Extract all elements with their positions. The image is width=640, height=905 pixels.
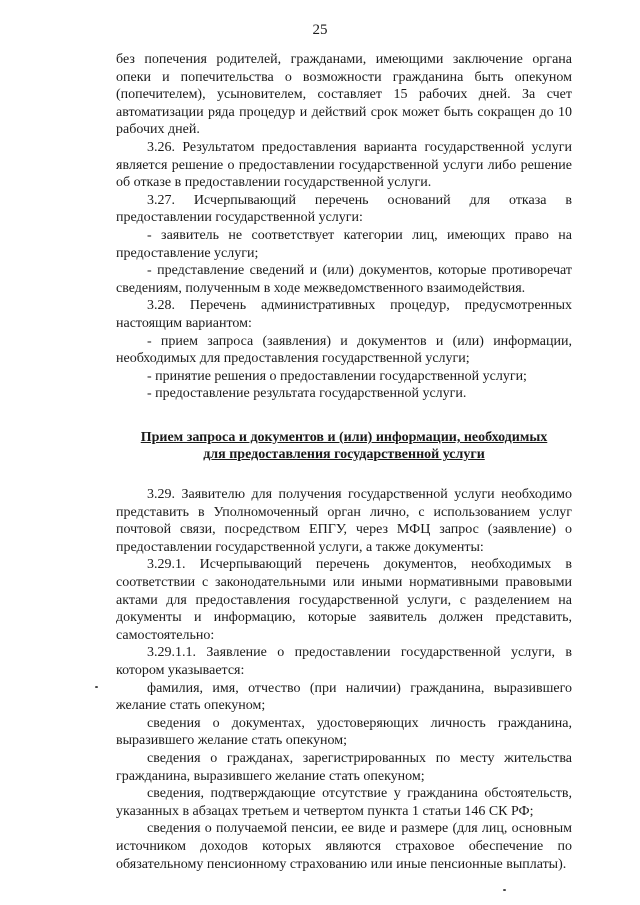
paragraph: 3.29.1. Исчерпывающий перечень документов, необходимых в соответствии с законодательными или иными нормативными правовыми актами для предоставления государственной услуги, с разделением на документы и информацию, которые заявитель должен представить, самостоятельно: [116,557,572,643]
list-item: сведения о получаемой пенсии, ее виде и размере (для лиц, основным источником доходов которых являются страховое обеспечение по обязательному пенсионному страхованию или иные пенсионные выплаты). [116,821,572,872]
scan-dot-mark [503,889,506,891]
section-heading [116,429,572,464]
document-body [116,51,572,873]
list-item: сведения о документах, удостоверяющих личность гражданина, выразившего желание стать опекуном; [116,715,572,749]
list-item: - прием запроса (заявления) и документов и (или) информации, необходимых для предоставления государственной услуги; [116,333,572,367]
list-item: - представление сведений и (или) документов, которые противоречат сведениям, полученным в ходе межведомственного взаимодействия. [116,263,572,296]
page-number: 25 [312,22,328,38]
list-item: - заявитель не соответствует категории лиц, имеющих право на предоставление услуги; [116,227,572,261]
list-item: сведения, подтверждающие отсутствие у гражданина обстоятельств, указанных в абзацах третьем и четвертом пункта 1 статьи 146 СК РФ; [116,786,572,819]
paragraph: 3.29.1.1. Заявление о предоставлении государственной услуги, в котором указывается: [116,645,572,678]
paragraph: без попечения родителей, гражданами, имеющими заключение органа опеки и попечительства о возможности гражданина быть опекуном (попечителем), усыновителем, составляет 15 рабочих дней. За счет автоматизации ряда процедур и действий срок может быть сокращен до 10 рабочих дней. [116,52,572,138]
section-heading-line: Прием запроса и документов и (или) информации, необходимых [140,429,548,445]
paragraph: 3.29. Заявителю для получения государственной услуги необходимо представить в Уполномоченный орган лично, с использованием услуг почтовой связи, посредством ЕПГУ, через МФЦ запрос (заявление) о предоставлении государственной услуги, а также документы: [116,487,572,555]
list-item: - предоставление результата государственной услуги. [147,386,467,402]
list-item: - принятие решения о предоставлении государственной услуги; [147,368,527,384]
paragraph: 3.28. Перечень административных процедур, предусмотренных настоящим вариантом: [116,298,572,331]
paragraph: 3.26. Результатом предоставления варианта государственной услуги является решение о предоставлении государственной услуги либо решение об отказе в предоставлении государственной услуги. [116,139,572,191]
list-item: сведения о гражданах, зарегистрированных по месту жительства гражданина, выразившего желание стать опекуном; [116,750,572,784]
section-heading-line: для предоставления государственной услуги [203,447,485,463]
scan-dot-mark [95,686,98,688]
paragraph: 3.27. Исчерпывающий перечень оснований для отказа в предоставлении государственной услуги: [116,192,572,226]
list-item: фамилия, имя, отчество (при наличии) гражданина, выразившего желание стать опекуном; [116,680,572,714]
